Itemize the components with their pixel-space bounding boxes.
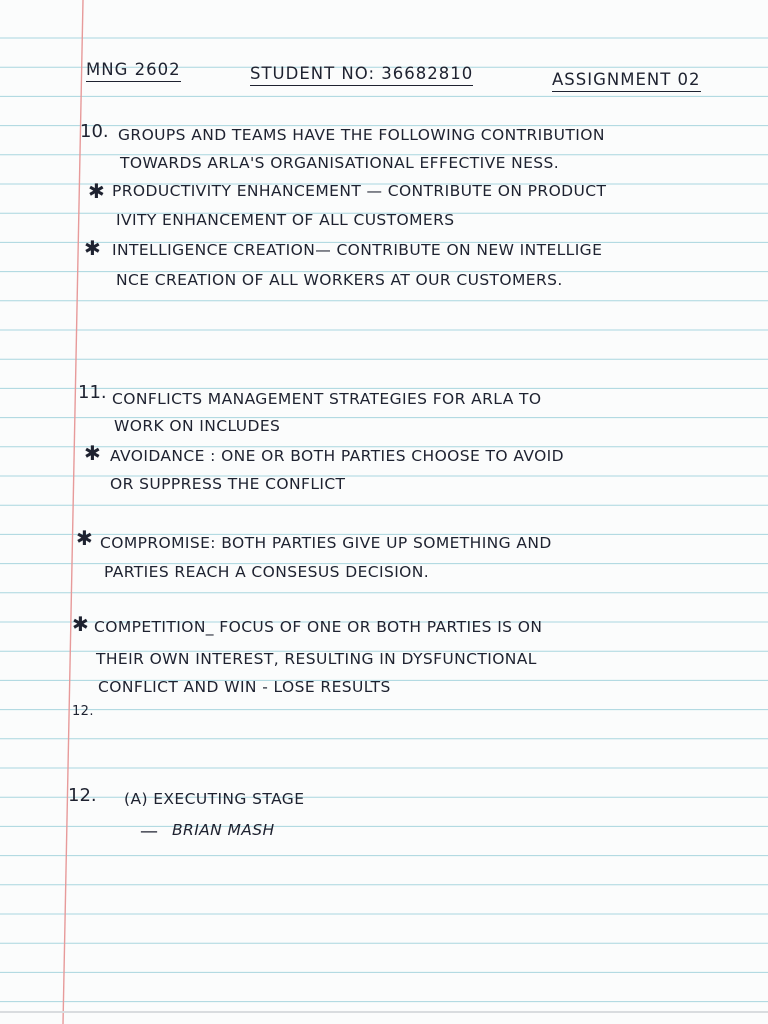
q10-intro-line-1: GROUPS AND TEAMS HAVE THE FOLLOWING CONTRIBUTION [118,126,605,144]
dash-icon: — [140,821,158,842]
asterisk-bullet-icon: ✱ [84,441,101,465]
course-code: MNG 2602 [86,60,181,82]
margin-line [63,0,83,1024]
assignment-label: ASSIGNMENT 02 [552,70,701,92]
q11-competition-line-1: COMPETITION_ FOCUS OF ONE OR BOTH PARTIES IS ON [94,618,543,636]
asterisk-bullet-icon: ✱ [88,179,105,203]
q11-avoidance-line-1: AVOIDANCE : ONE OR BOTH PARTIES CHOOSE TO AVOID [110,447,564,465]
question-12-number: 12. [68,785,97,806]
q11-compromise-line-1: COMPROMISE: BOTH PARTIES GIVE UP SOMETHING AND [100,534,552,552]
q11-competition-line-2: THEIR OWN INTEREST, RESULTING IN DYSFUNCTIONAL [96,650,537,668]
asterisk-bullet-icon: ✱ [84,236,101,260]
q11-intro-line-1: CONFLICTS MANAGEMENT STRATEGIES FOR ARLA TO [112,390,542,408]
q10-point-2-line-1: INTELLIGENCE CREATION— CONTRIBUTE ON NEW INTELLIGE [112,241,603,259]
q10-intro-line-2: TOWARDS ARLA'S ORGANISATIONAL EFFECTIVE NESS. [120,154,560,172]
q11-competition-line-3: CONFLICT AND WIN - LOSE RESULTS [98,678,391,696]
q11-compromise-line-2: PARTIES REACH A CONSESUS DECISION. [104,563,430,581]
question-10-number: 10. [80,121,109,142]
q10-point-1-line-2: IVITY ENHANCEMENT OF ALL CUSTOMERS [116,211,455,229]
asterisk-bullet-icon: ✱ [76,526,93,550]
q10-point-1-line-1: PRODUCTIVITY ENHANCEMENT — CONTRIBUTE ON PRODUCT [112,182,607,200]
q11-intro-line-2: WORK ON INCLUDES [114,417,281,435]
stray-number: 12. [72,704,94,719]
q12-part-a: (A) EXECUTING STAGE [124,790,305,808]
question-11-number: 11. [78,382,107,403]
q12-answer: BRIAN MASH [172,821,275,839]
q11-avoidance-line-2: OR SUPPRESS THE CONFLICT [110,475,346,493]
q10-point-2-line-2: NCE CREATION OF ALL WORKERS AT OUR CUSTOMERS. [116,271,563,289]
student-number: STUDENT NO: 36682810 [250,64,473,86]
asterisk-bullet-icon: ✱ [72,612,89,636]
